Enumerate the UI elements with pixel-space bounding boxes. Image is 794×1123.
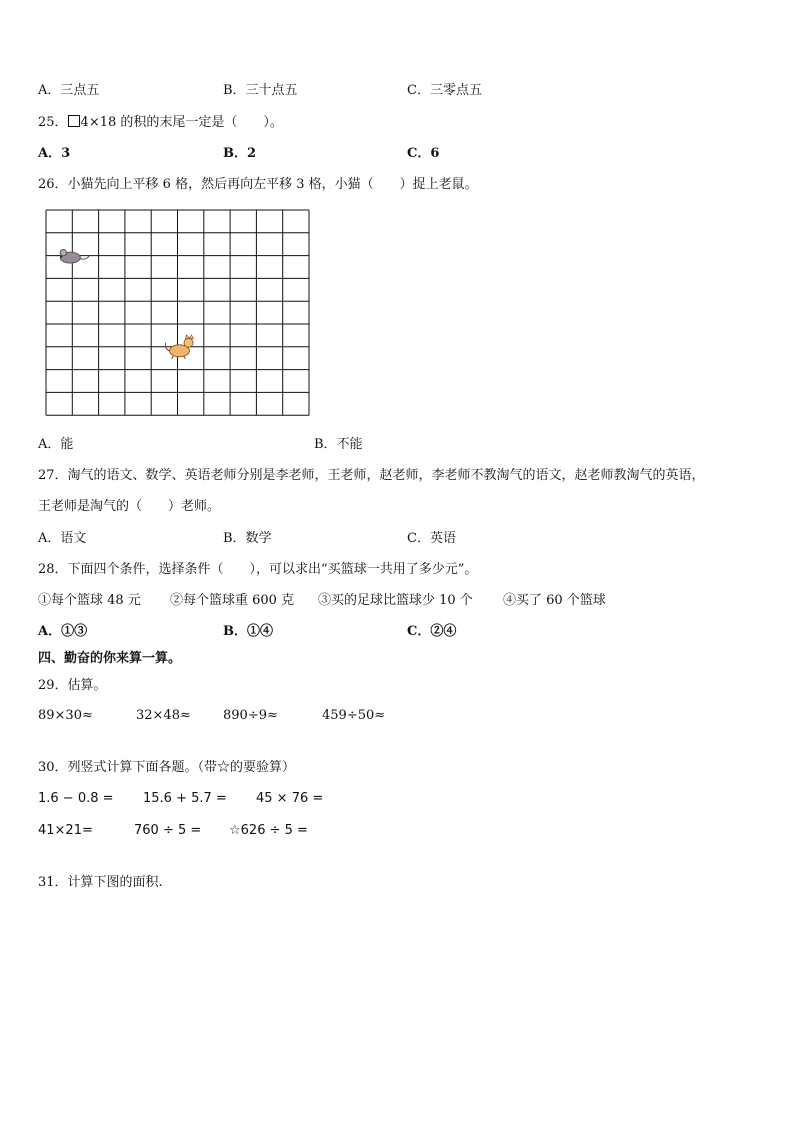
q30-stem: 30．列竖式计算下面各题。（带☆的要验算） — [38, 760, 296, 775]
q28-condition-1: ①每个篮球 48 元 — [38, 593, 141, 608]
q25-option-c: C．6 — [407, 146, 440, 161]
q25-stem — [38, 114, 283, 132]
q31-stem: 31．计算下图的面积. — [38, 875, 163, 890]
q30-expr-3: 45 × 76 = — [256, 791, 324, 806]
q29-expr-1: 89×30≈ — [38, 708, 93, 723]
q24-option-c: C．三零点五 — [407, 83, 482, 98]
mouse-icon — [60, 249, 89, 263]
blank-box-icon — [68, 115, 80, 127]
q28-condition-4: ④买了 60 个篮球 — [503, 593, 606, 608]
q27-option-c: C．英语 — [407, 531, 456, 546]
q28-condition-2: ②每个篮球重 600 克 — [170, 593, 295, 608]
q27-stem-line2: 王老师是淘气的（ ）老师。 — [38, 499, 221, 514]
grid-figure — [45, 209, 310, 419]
q26-stem: 26．小猫先向上平移 6 格，然后再向左平移 3 格，小猫（ ）捉上老鼠。 — [38, 177, 478, 192]
q29-expr-4: 459÷50≈ — [322, 708, 386, 723]
q25-stem-text: 4×18 的积的末尾一定是（ ）。 — [80, 115, 283, 130]
q29-stem: 29．估算。 — [38, 678, 107, 693]
q28-option-c: C．②④ — [407, 624, 457, 639]
q25-option-a: A．3 — [38, 146, 71, 161]
q26-option-b: B．不能 — [314, 437, 363, 452]
q28-option-b: B．①④ — [223, 624, 273, 639]
q30-expr-5: 760 ÷ 5 = — [134, 823, 202, 838]
q26-option-a: A．能 — [38, 437, 74, 452]
q28-condition-3: ③买的足球比篮球少 10 个 — [318, 593, 473, 608]
section-4-heading: 四、勤奋的你来算一算。 — [38, 651, 182, 666]
q27-stem-line1: 27．淘气的语文、数学、英语老师分别是李老师，王老师，赵老师，李老师不教淘气的语文，赵老师教淘气的英语， — [38, 468, 705, 483]
q29-expr-3: 890÷9≈ — [223, 708, 278, 723]
q24-option-b: B．三十点五 — [223, 83, 298, 98]
q25-number: 25． — [38, 115, 68, 130]
q30-expr-6: ☆626 ÷ 5 = — [229, 823, 308, 838]
q30-expr-1: 1.6 − 0.8 = — [38, 791, 114, 806]
q28-option-a: A．①③ — [38, 624, 88, 639]
q27-option-b: B．数学 — [223, 531, 272, 546]
q29-expr-2: 32×48≈ — [136, 708, 191, 723]
q27-option-a: A．语文 — [38, 531, 87, 546]
q26-grid — [45, 209, 310, 423]
q30-expr-2: 15.6 + 5.7 = — [143, 791, 227, 806]
q25-option-b: B．2 — [223, 146, 257, 161]
q30-expr-4: 41×21= — [38, 823, 93, 838]
q24-option-a: A．三点五 — [38, 83, 100, 98]
q28-stem: 28．下面四个条件，选择条件（ ），可以求出“买篮球一共用了多少元”。 — [38, 562, 478, 577]
